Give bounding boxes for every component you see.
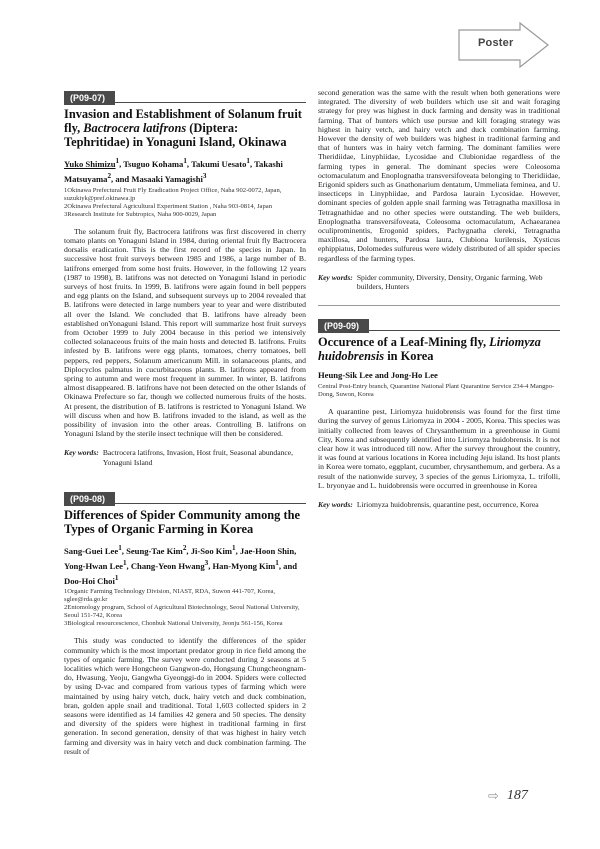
article-p09-08: [64, 489, 306, 756]
article-authors: Yuko Shimizu$^1$, Tsuguo Kohama$^1$, Takumi Uesato$^1$, Takashi Matsuyama$^2$, and Masaaki Yamagishi$^3$: [64, 157, 283, 184]
affiliation: 3Biological resourcescience, Chonbuk National University, Jeonju 561-156, Korea: [64, 620, 283, 628]
keywords-text: Liriomyza huidobrensis, quarantine pest, occurrence, Korea: [356, 500, 539, 510]
article-p09-09: [318, 316, 560, 509]
article-p09-08-continued: [318, 88, 560, 291]
article-title: Differences of Spider Community among the Types of Organic Farming in Korea: [64, 507, 300, 536]
article-keywords: [318, 500, 560, 509]
article-affiliations: [64, 588, 306, 628]
keywords-text: Spider community, Diversity, Density, Organic farming, Web builders, Hunters: [356, 272, 543, 292]
article-abstract-continued: second generation was the same with the result when both generations were integrated. The diversity of web builders which use sit and wait foraging strategy for prey was highest in duck farming and density was in traditional farming. That of hunters which use pursue and kill foraging strategy was highest in hairy vetch, and hairy vetch and duck combination farming. However the density of web builders was highest in traditional farming and that of hunters was in hairy vetch farming. The dominant families were Theridiidae, Linyphiidae, Lycosidae and Clubionidae regardless of the farming types in general. The dominant species were Coleosoma octomaculatum and Enoplognatha transversifoveata belonging to Theridiidae, Erigonid spiders such as Gnathonarium dentatum, Ummeliata feminea, and U. insecticeps in Linyphiidae, and Pardosa laurain Lycosidae. However, dominant species of golden apple snail farming was Tetragnatha maxillosa in Tetragnathidae and no other species were outstanding. The web builders, Enoplognatha transversifoveata, Coleosoma octomaculatum, Achaearanea oculiprominentis, Erogonid spiders, Pachygnatha clereki, Tetragnatha maxillosa, and hunters, Pardosa laura, Clubiona kurilensis, Xysticus ephippiatus, Dolomedes sulfureus were widely distributed of all spider species regardless of the farming types.: [318, 88, 560, 263]
article-affiliations: [318, 383, 560, 399]
right-column: [318, 88, 560, 523]
article-abstract: The solanum fruit fly, Bactrocera latifrons was first discovered in cherry tomato plants on Yonaguni Island in 1984, during oriental fruit fly Bactrocera dorsalis eradication. This is the first record of the species in Japan. In successive host fruit surveys between 1985 and 1986, a large number of B. latifrons emerged from some host fruits. However, in the following 12 years (1987 to 1998), B. latifrons was not detected on Yonaguni Island in periodic surveys of host fruits. In 1999, B. latifrons were again found in bell peppers and egg plants on the Island, and subsequent surveys up to 2004 revealed that B. latifrons were detected in large numbers year to year and were distributed all over the Island. We concluded that B. latifrons have already been established onYonaguni Island. This report will summarize host fruit surveys from October 1999 to July 2004 because in this period we intensively collected solanaceous fruits of the main hosts and detected B. latifrons. Fruits infested by B. latifrons were egg plants, tomatoes, cherry tomatoes, bell peppers, red peppers, Solanum americanum Mill. in solanaceous plants, and Diplocyclos palmatus in cucurbitaceous plants. B. latifrons appeared from spring to autumn and were most frequent in summer. In winter, B. latifrons almost disappeared. B. latifrons have not been detected on the other Islands of Okinawa Prefecture so far, though we collected numerous fruits of the hosts. At present, the distribution of B. latifrons is restricted to Yonaguni Island. We will discuss when and how B. latifrons invaded to the island, as well as the possibility of invasion into the other areas. Controlling B. latifrons on Yonaguni Island by the sterile insect technique will then be considered.: [64, 226, 306, 439]
section-divider: [318, 305, 560, 306]
page-footer: [488, 788, 528, 804]
article-badge-row: [64, 88, 306, 103]
article-affiliations: [64, 187, 306, 219]
keywords-text: Bactrocera latifrons, Invasion, Host fruit, Seasonal abundance, Yonaguni Island: [102, 448, 294, 467]
keywords-label: Key words:: [64, 448, 99, 458]
article-authors: Sang-Guei Lee$^1$, Seung-Tae Kim$^2$, Ji-Soo Kim$^1$, Jae-Hoon Shin, Yong-Hwan Lee$^1$, Chang-Yeon Hwang$^3$, Han-Myong Kim$^1$, and Doo-Hoi Choi$^1$: [64, 543, 298, 586]
article-title: Invasion and Establishment of Solanum fruit fly, Bactrocera latifrons (Diptera: Tephritidae) in Yonaguni Island, Okinawa: [64, 107, 302, 149]
article-abstract: A quarantine pest, Liriomyza huidobrensis was found for the first time during the survey of genus Liriomyza in 2004 - 2005, Korea. This species was initially collected from leaves of Chrysanthemum in a greenhouse in Gumi City, Korea and subsequently identified into Liriomyza huidobrensis. It is not clear how it was introduced till now. After the survey throughout the country, it was found at various locations in Korea including Jeju island. Its host plants in Korea were tomato, eggplant, cucumber, chrysanthemum, and gerbera. As a result of the nationwide survey, 3 species of the genus Liriomyza, L. trifolli, L. bryonyae and L. huidobrensis were occurred in greenhouse in Korea: [318, 407, 560, 490]
affiliation: 1Okinawa Prefectural Fruit Fly Eradication Project Office, Naha 902-0072, Japan, suzukiyk@pref.okinawa.jp: [64, 186, 282, 202]
article-id-badge: (P09-08): [64, 492, 115, 506]
poster-tab-label: Poster: [478, 37, 514, 49]
article-badge-row: [318, 316, 560, 331]
affiliation: Central Post-Entry branch, Quarantine National Plant Quarantine Service 234-4 Mangpo-Dong, Suwon, Korea: [318, 383, 555, 399]
keywords-label: Key words:: [318, 500, 353, 510]
article-keywords: [64, 448, 306, 466]
affiliation: 2Entomology program, School of Agricultural Biotechnology, Seoul National University, Seoul 151-742, Korea: [64, 604, 300, 620]
affiliation: 2Okinawa Prefectural Agricultural Experiment Station , Naha 903-0814, Japan: [64, 202, 273, 210]
article-title: Occurence of a Leaf-Mining fly, Liriomyza huidobrensis in Korea: [318, 335, 541, 364]
article-keywords: [318, 273, 560, 291]
page-number: 187: [506, 788, 528, 803]
keywords-label: Key words:: [318, 272, 353, 282]
left-column: [64, 88, 306, 770]
article-abstract: This study was conducted to identify the differences of the spider community which is the most important predator group in rice field among the types of organic farming. The survey were conducted during 2 seasons at 5 localities which were Hongcheon Gangwon-do, Hongsung Chungcheongnam-do, Hwasung, Yeoju, Gangwha Gyeonggi-do in 2004. Spiders were collected by using D-vac and compared from various types of farming which were maintained by using hairy vetch, duck, hairy vetch and duck combination, bran, golden apple snail and traditional. Total 1,603 collected spiders in 2 seasons were identified as 14 families 42 genera and 50 species. The density and diversity of the spiders were highest in traditional farming in first generation. In second generation, density of that was highest in hairy vetch farming and diversity was in hairy vetch and duck combination farming. The result of: [64, 636, 306, 756]
article-badge-row: [64, 489, 306, 504]
right-arrow-icon: ⇨: [488, 788, 499, 804]
article-authors: Heung-Sik Lee and Jong-Ho Lee: [318, 370, 438, 381]
article-id-badge: (P09-07): [64, 91, 115, 105]
affiliation: 3Research Institute for Subtropics, Naha 900-0029, Japan: [64, 210, 217, 218]
affiliation: 1Organic Farming Technology Division, NIAST, RDA, Suwon 441-707, Korea, sglee@rda.go.kr: [64, 588, 276, 604]
article-id-badge: (P09-09): [318, 319, 369, 333]
article-p09-07: [64, 88, 306, 467]
